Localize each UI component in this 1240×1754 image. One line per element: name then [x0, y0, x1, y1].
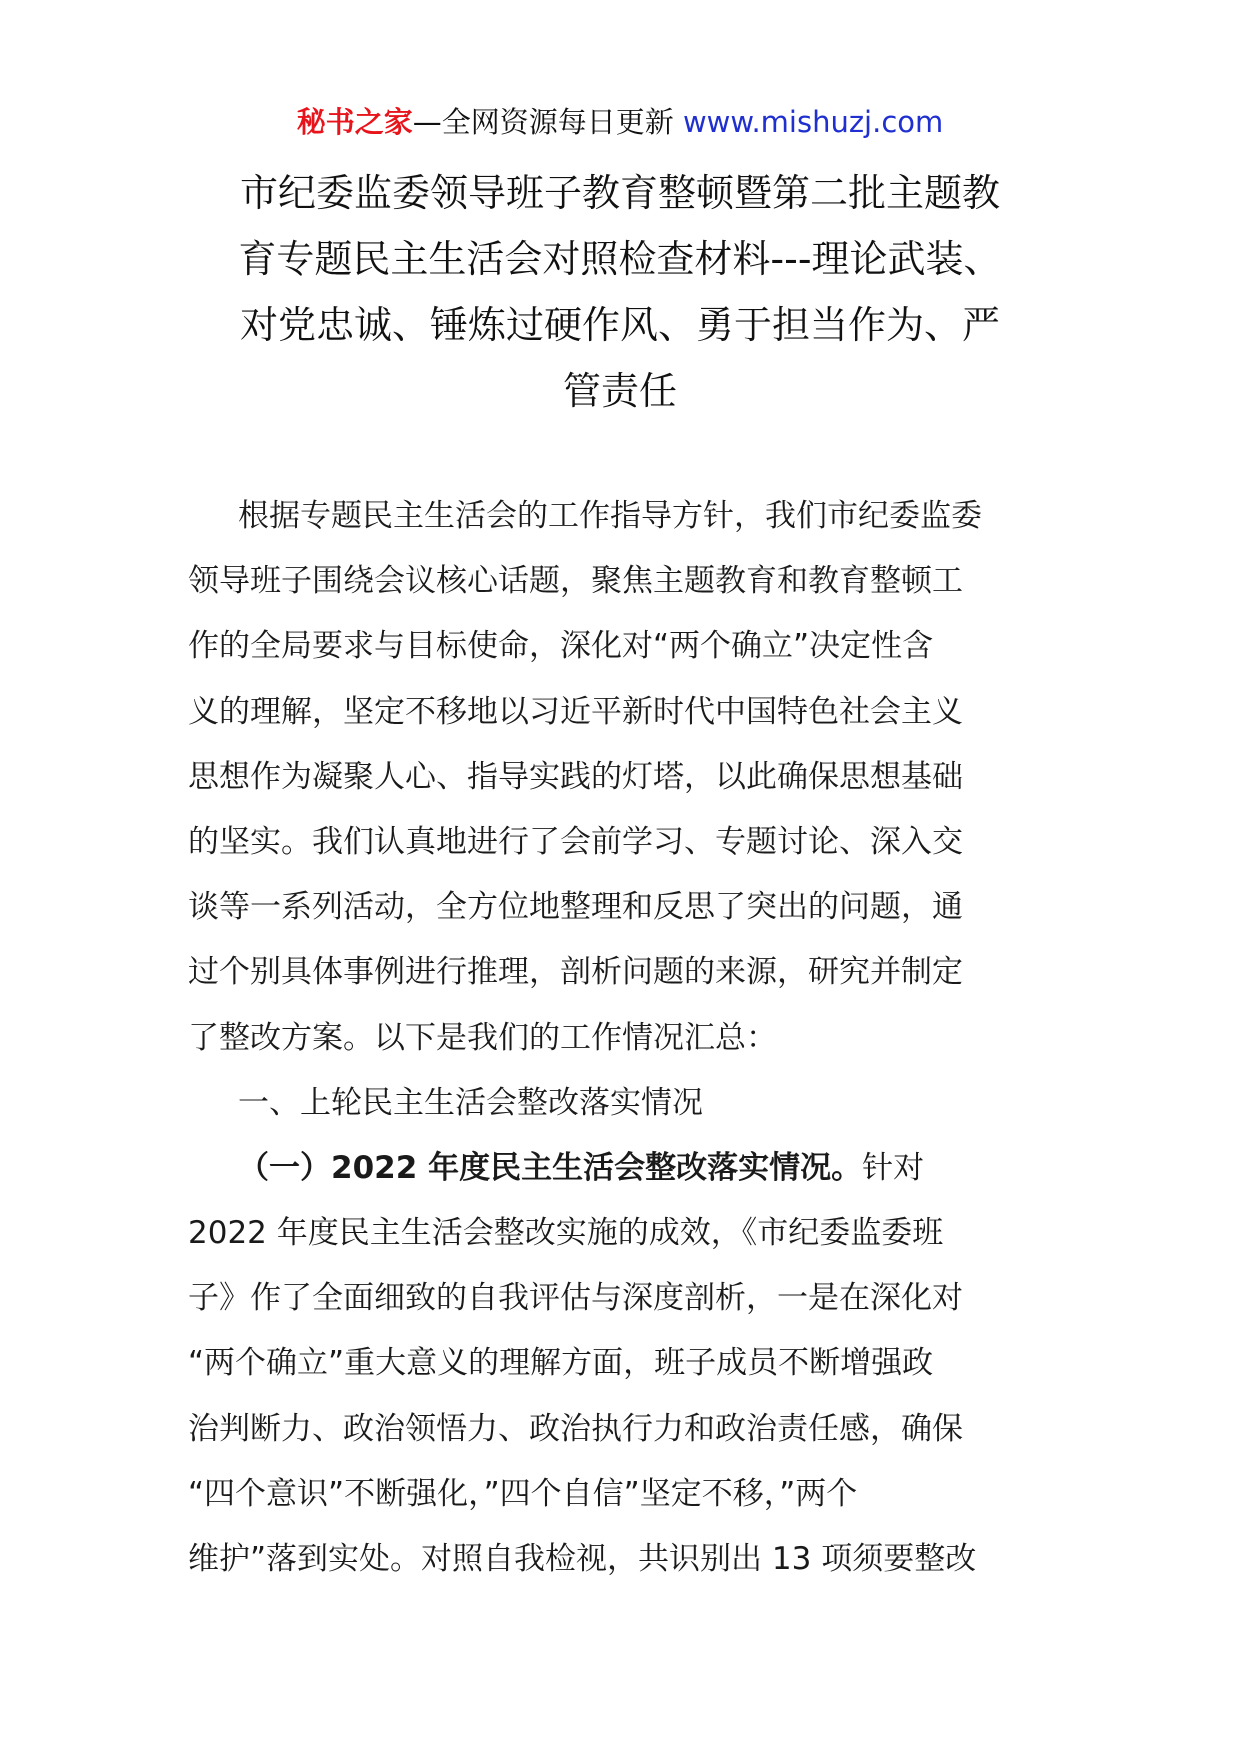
body-line: 谈等一系列活动，全方位地整理和反思了突出的问题，通 — [188, 889, 963, 926]
site-url-link[interactable]: www.mishuzj.com — [682, 105, 944, 139]
subsection-line — [188, 1136, 1068, 1201]
body-line: 了整改方案。以下是我们的工作情况汇总： — [188, 1019, 777, 1056]
subsection-text: 针对 — [862, 1149, 925, 1186]
body-line: 思想作为凝聚人心、指导实践的灯塔，以此确保思想基础 — [188, 758, 963, 795]
site-header — [0, 102, 1240, 142]
body-line: 领导班子围绕会议核心话题，聚焦主题教育和教育整顿工 — [188, 563, 963, 600]
document-body — [188, 484, 1068, 1592]
section-heading: 一、上轮民主生活会整改落实情况 — [238, 1084, 703, 1121]
body-line: 子》作了全面细致的自我评估与深度剖析，一是在深化对 — [188, 1280, 963, 1317]
title-line-1: 市纪委监委领导班子教育整顿暨第二批主题教 — [239, 171, 1000, 215]
body-line: 根据专题民主生活会的工作指导方针，我们市纪委监委 — [238, 498, 982, 534]
title-line-3: 对党忠诚、锤炼过硬作风、勇于担当作为、严 — [239, 303, 1000, 347]
body-line: 过个别具体事例进行推理，剖析问题的来源，研究并制定 — [188, 954, 963, 991]
body-line: 的坚实。我们认真地进行了会前学习、专题讨论、深入交 — [188, 823, 963, 860]
body-line: 治判断力、政治领悟力、政治执行力和政治责任感，确保 — [188, 1410, 963, 1447]
title-line-2: 育专题民主生活会对照检查材料---理论武装、 — [238, 237, 1002, 281]
site-tagline: —全网资源每日更新 — [412, 105, 683, 139]
body-line: 2022 年度民主生活会整改实施的成效，《市纪委监委班 — [188, 1215, 944, 1252]
subsection-heading: （一）2022 年度民主生活会整改落实情况。 — [238, 1149, 863, 1186]
brand-name: 秘书之家 — [296, 105, 413, 139]
body-line: 义的理解，坚定不移地以习近平新时代中国特色社会主义 — [188, 693, 963, 730]
title-line-4: 管责任 — [562, 369, 677, 413]
body-line: “四个意识”不断强化，”四个自信”坚定不移，”两个 — [188, 1475, 858, 1512]
body-line: “两个确立”重大意义的理解方面，班子成员不断增强政 — [188, 1345, 934, 1382]
document-title — [180, 160, 1060, 424]
body-line: 维护”落到实处。对照自我检视，共识别出 13 项须要整改 — [188, 1541, 977, 1577]
body-line: 作的全局要求与目标使命，深化对“两个确立”决定性含 — [188, 628, 934, 665]
